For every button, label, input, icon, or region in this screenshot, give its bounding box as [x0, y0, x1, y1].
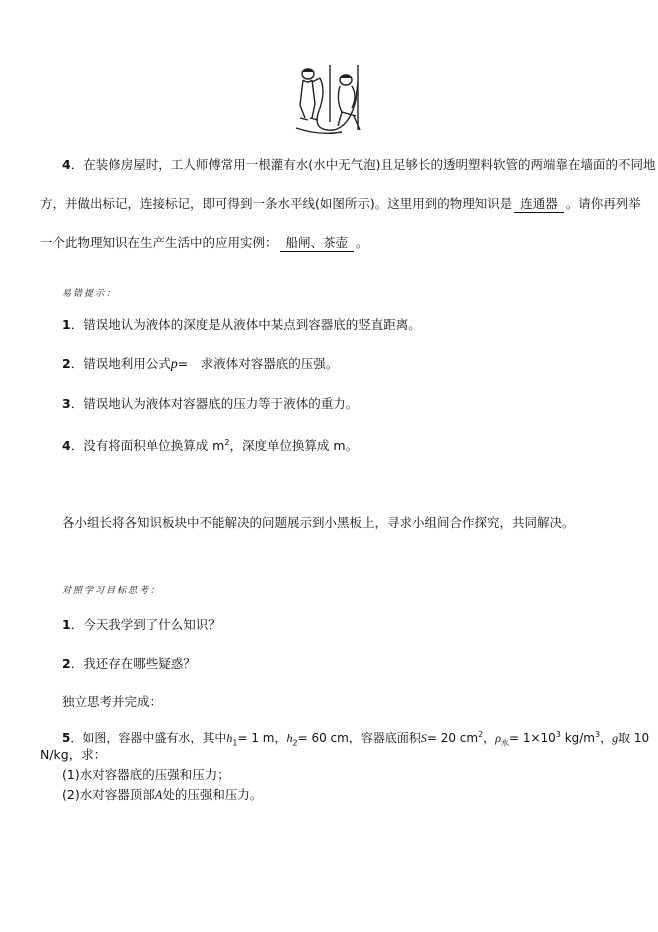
tip-item-1 [62, 317, 421, 333]
q5-h2-val: = 60 cm，容器底面积 [297, 731, 421, 745]
tips-heading: 易错提示： [62, 289, 118, 299]
q5-subquestion-2 [62, 787, 262, 803]
q4-line2-text: 方，并做出标记，连接标记，即可得到一条水平线(如图所示)。这里用到的物理知识是 [40, 196, 513, 211]
tip-formula-var: p [170, 357, 178, 372]
q5-S-sup: 2 [478, 730, 484, 739]
reflect-item-1 [62, 617, 221, 633]
q5-subquestion-1: (1)水对容器底的压强和压力； [62, 767, 230, 782]
q5-g-pre: ， [600, 731, 613, 745]
q5-sub2-text: (2)水对容器顶部 [62, 787, 155, 802]
q5-S-val: = 20 cm [426, 731, 479, 745]
tip-item-4 [62, 435, 358, 454]
q5-rho-sup: 3 [555, 730, 561, 739]
tip-item-3 [62, 396, 358, 412]
q5-rho-unit: kg/m [560, 731, 595, 745]
q4-answer-2: 船闸、茶壶 [280, 235, 355, 252]
q5-S: S [420, 731, 427, 745]
tip-text: ．错误地利用公式 [70, 356, 171, 371]
q5-sub2-post: 处的压强和压力。 [162, 787, 263, 802]
q5-g-post: 取 10 [618, 731, 650, 745]
q4-line2-post: 。请你再列举 [565, 196, 641, 211]
q5-rho-sub: 水 [500, 738, 509, 748]
tip-text: ．没有将面积单位换算成 m [70, 438, 225, 454]
q5-line1 [62, 727, 649, 751]
group-paragraph: 各小组长将各知识板块中不能解决的问题展示到小黑板上，寻求小组间合作探究，共同解决。 [62, 515, 575, 530]
q5-rho: ρ [495, 731, 501, 745]
reflect-item-2 [62, 656, 196, 672]
q5-h1-val: = 1 m， [237, 731, 287, 745]
reflect-text: ．我还存在哪些疑惑？ [70, 656, 196, 671]
q4-line3 [40, 235, 369, 252]
q4-line2 [40, 196, 641, 213]
q4-line1 [62, 157, 655, 173]
q4-answer-1: 连通器 [514, 196, 564, 213]
q5-h2-sub: 2 [292, 738, 298, 748]
q5-sub2-var: A [154, 788, 163, 802]
independent-label: 独立思考并完成： [62, 694, 163, 709]
q5-text: ．如图，容器中盛有水，其中 [70, 731, 227, 745]
tip-text: ．错误地认为液体的深度是从液体中某点到容器底的竖直距离。 [70, 317, 421, 332]
tip-number: 4 [62, 438, 71, 454]
q5-g: g [612, 731, 619, 745]
q5-h1: h [226, 731, 233, 745]
reflect-heading: 对照学习目标思考： [62, 586, 162, 596]
q5-line2: N/kg，求： [40, 747, 107, 762]
tip-number: 3 [62, 396, 71, 411]
tip-item-2 [62, 356, 338, 373]
tip-number: 1 [62, 317, 71, 332]
q5-h2: h [286, 731, 293, 745]
q5-rho-unit-sup: 3 [595, 730, 601, 739]
tip-text-post: = 求液体对容器底的压强。 [177, 356, 339, 371]
q5-number: 5 [62, 731, 71, 745]
workers-hose-illustration [290, 60, 374, 140]
tip-text: ．错误地认为液体对容器底的压力等于液体的重力。 [70, 396, 359, 411]
reflect-text: ．今天我学到了什么知识？ [70, 617, 221, 632]
tip-number: 2 [62, 356, 71, 371]
q5-rho-val: = 1×10 [508, 731, 556, 745]
q4-line3-post: 。 [356, 235, 369, 250]
q4-line3-text: 一个此物理知识在生产生活中的应用实例： [40, 235, 278, 250]
q4-number: 4 [62, 157, 71, 172]
q5-S-post: ， [483, 731, 496, 745]
tip-sup: 2 [224, 438, 230, 447]
tip-text-post: ，深度单位换算成 m。 [229, 438, 359, 454]
reflect-number: 1 [62, 617, 71, 632]
q4-line1-text: ．在装修房屋时，工人师傅常用一根灌有水(水中无气泡)且足够长的透明塑料软管的两端靠在墙面的不同地 [70, 157, 656, 172]
reflect-number: 2 [62, 656, 71, 671]
q5-h1-sub: 1 [232, 738, 238, 748]
